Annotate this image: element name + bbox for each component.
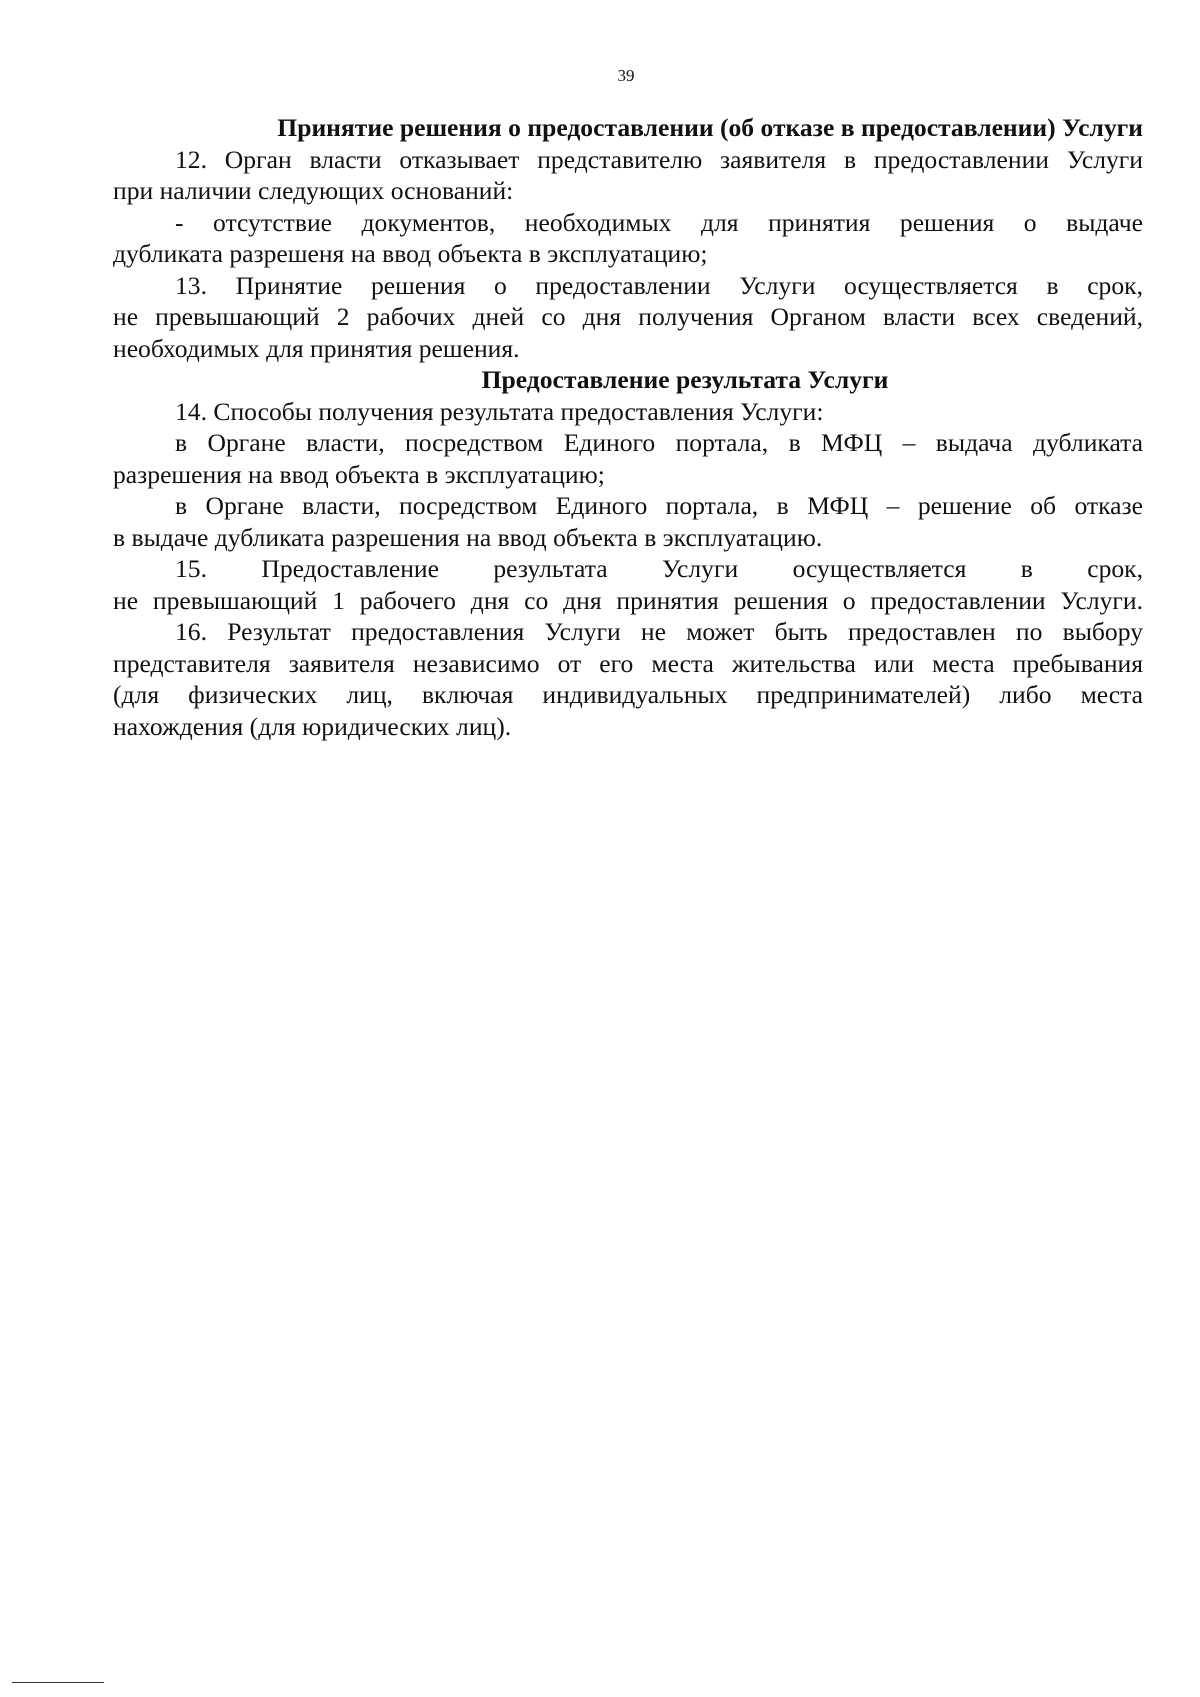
paragraph-12 — [113, 144, 1143, 207]
paragraph-line: - отсутствие документов, необходимых для принятия решения о выдаче — [175, 207, 1143, 237]
paragraph-line: 15. Предоставление результата Услуги осуществляется в срок, — [175, 554, 1143, 583]
paragraph-line: необходимых для принятия решения. — [113, 333, 520, 363]
paragraph-line: не превышающий 1 рабочего дня со дня принятия решения о предоставлении Услуги. — [113, 585, 1143, 615]
paragraph-line: в Органе власти, посредством Единого портала, в МФЦ – решение об отказе — [175, 491, 1143, 520]
paragraph-line: в Органе власти, посредством Единого портала, в МФЦ – выдача дубликата — [175, 428, 1143, 457]
paragraph-line: при наличии следующих оснований: — [113, 176, 514, 205]
paragraph-line: 12. Орган власти отказывает представителю заявителя в предоставлении Услуги — [175, 144, 1143, 174]
paragraph-14-a — [113, 427, 1143, 490]
paragraph-line: 16. Результат предоставления Услуги не может быть предоставлен по выбору — [175, 617, 1143, 646]
paragraph-line: представителя заявителя независимо от его места жительства или места пребывания — [113, 648, 1143, 678]
page-number: 39 — [617, 66, 635, 85]
paragraph-line: 14. Способы получения результата предоставления Услуги: — [175, 396, 824, 426]
paragraph-line: 13. Принятие решения о предоставлении Услуги осуществляется в срок, — [175, 270, 1143, 300]
paragraph-13 — [113, 270, 1143, 365]
paragraph-line: в выдаче дубликата разрешения на ввод объекта в эксплуатацию. — [113, 522, 823, 552]
paragraph-line: дубликата разрешеня на ввод объекта в эксплуатацию; — [113, 239, 708, 268]
paragraph-line: нахождения (для юридических лиц). — [113, 711, 512, 741]
paragraph-15 — [113, 553, 1143, 616]
section-heading-result: Предоставление результата Услуги — [481, 365, 889, 394]
paragraph-14-b — [113, 490, 1143, 553]
footer-rule — [12, 1682, 104, 1683]
section-heading-decision: Принятие решения о предоставлении (об отказе в предоставлении) Услуги — [277, 113, 1143, 142]
paragraph-16 — [113, 616, 1143, 742]
document-body — [113, 112, 1143, 742]
paragraph-14 — [113, 396, 1143, 428]
paragraph-line: (для физических лиц, включая индивидуальных предпринимателей) либо места — [113, 680, 1143, 709]
paragraph-line: разрешения на ввод объекта в эксплуатацию; — [113, 459, 605, 489]
paragraph-line: не превышающий 2 рабочих дней со дня получения Органом власти всех сведений, — [113, 302, 1143, 331]
paragraph-12-item — [113, 207, 1143, 270]
